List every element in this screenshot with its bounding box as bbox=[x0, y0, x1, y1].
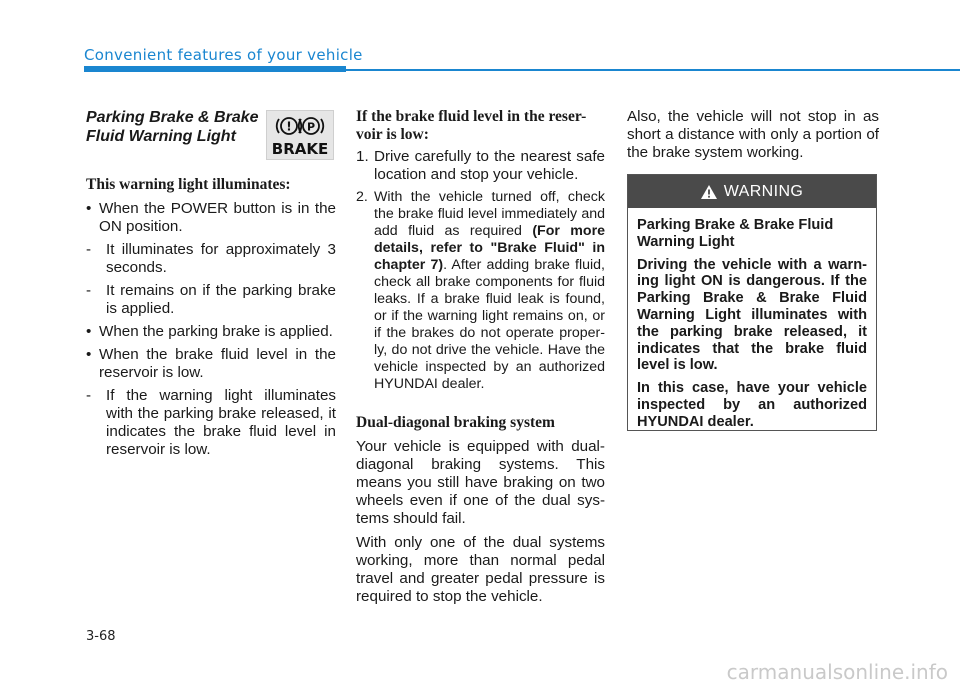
illuminates-subheading: This warning light illuminates: bbox=[86, 176, 291, 193]
dual-diagonal-heading: Dual-diagonal braking system bbox=[356, 414, 555, 431]
column-1 bbox=[86, 108, 336, 464]
bullet-item: • When the parking brake is applied. bbox=[86, 323, 336, 341]
bullet-item: • When the POWER button is in the ON position. bbox=[86, 200, 336, 236]
column-2 bbox=[356, 108, 605, 612]
sub-item: - It remains on if the parking brake is applied. bbox=[86, 282, 336, 318]
step-text: Drive carefully to the nearest safe location and stop your vehicle. bbox=[374, 148, 605, 183]
warning-light-title: Parking Brake & Brake Fluid Warning Light bbox=[86, 109, 259, 145]
step-text: . After adding brake fluid, check all brake components for fluid leaks. If a brake fluid leak is found, or if the warning light remains on, or if the brakes do not operate proper-ly, do not drive the vehicle. Have the vehicle inspected by an authorized HYUNDAI dealer. bbox=[374, 257, 605, 392]
watermark: carmanualsonline.info bbox=[726, 660, 948, 684]
icon-symbol-p: P bbox=[306, 120, 316, 134]
icon-symbol-exclamation: ! bbox=[286, 119, 292, 134]
header-rule bbox=[84, 66, 960, 72]
column-3 bbox=[627, 108, 879, 168]
warning-header bbox=[628, 175, 876, 208]
warning-label: WARNING bbox=[723, 182, 804, 200]
step-number: 2. bbox=[356, 189, 368, 205]
paragraph: Also, the vehicle will not stop in as short a distance with only a portion of the brake system working. bbox=[627, 108, 879, 161]
warning-paragraph: Driving the vehicle with a warn-ing light ON is dangerous. If the Parking Brake & Brake Fluid Warning Light illuminates with the parking brake released, it indicates that the brake fluid level is low. bbox=[637, 256, 867, 374]
warning-body bbox=[628, 208, 876, 431]
step-item bbox=[356, 148, 605, 184]
section-title: Convenient features of your vehicle bbox=[84, 46, 363, 64]
sub-item: - If the warning light illuminates with the parking brake released, it indicates the brake fluid level in reservoir is low. bbox=[86, 387, 336, 459]
paragraph: Your vehicle is equipped with dual-diagonal braking systems. This means you still have braking on two wheels even if one of the dual sys-tems should fail. bbox=[356, 438, 605, 527]
bullet-item: • When the brake fluid level in the reservoir is low. bbox=[86, 346, 336, 382]
warning-paragraph: In this case, have your vehicle inspected by an authorized HYUNDAI dealer. bbox=[637, 380, 867, 430]
sub-item: - It illuminates for approximately 3 seconds. bbox=[86, 241, 336, 277]
step-item bbox=[356, 189, 605, 393]
page-number: 3-68 bbox=[86, 629, 116, 644]
warning-triangle-icon bbox=[701, 185, 717, 199]
low-fluid-heading: If the brake fluid level in the reser-voir is low: bbox=[356, 108, 587, 143]
step-number: 1. bbox=[356, 148, 369, 165]
warning-box bbox=[627, 174, 877, 431]
warning-title: Parking Brake & Brake Fluid Warning Light bbox=[637, 217, 834, 250]
step-reference: (For more details, refer to "Brake Fluid" in chapter 7) bbox=[374, 223, 605, 273]
paragraph: With only one of the dual systems working, more than normal pedal travel and greater pedal pressure is required to stop the vehicle. bbox=[356, 534, 605, 605]
step-text: With the vehicle turned off, check the brake fluid level immediately and add fluid as required bbox=[374, 189, 605, 239]
parking-brake-warning-icon bbox=[266, 110, 334, 160]
icon-brake-text: BRAKE bbox=[271, 140, 329, 158]
header-rule-thin bbox=[346, 69, 960, 71]
header-rule-thick bbox=[84, 66, 346, 72]
